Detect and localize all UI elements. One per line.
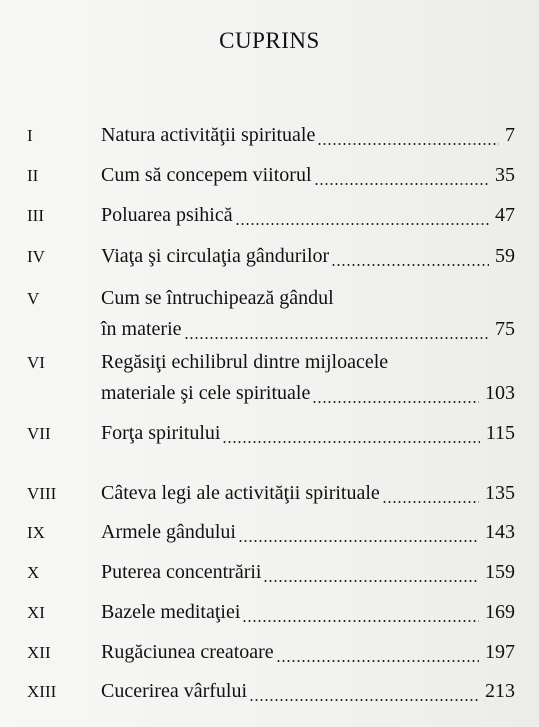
chapter-title-text: Câteva legi ale activităţii spirituale	[101, 482, 380, 504]
chapter-title-line	[101, 680, 515, 706]
dot-leader	[222, 441, 480, 443]
page-number: 159	[485, 561, 515, 583]
chapter-title-line	[101, 351, 515, 377]
page-number: 75	[495, 318, 515, 340]
chapter-number: IV	[27, 247, 45, 266]
page-number: 197	[485, 641, 515, 663]
chapter-number: XI	[27, 603, 45, 622]
chapter-title-text: Poluarea psihică	[101, 204, 233, 226]
chapter-number: VIII	[27, 484, 57, 503]
chapter-title-text: Natura activităţii spirituale	[101, 124, 316, 146]
dot-leader	[263, 580, 479, 582]
chapter-title-line	[101, 382, 515, 408]
chapter-title-line	[101, 124, 515, 150]
chapter-title-text: Bazele meditaţiei	[101, 601, 241, 623]
chapter-title-line	[101, 204, 515, 230]
chapter-title-text: Cum să concepem viitorul	[101, 164, 312, 186]
page-number: 169	[485, 601, 515, 623]
dot-leader	[314, 183, 489, 185]
chapter-title-line	[101, 601, 515, 627]
page-title: CUPRINS	[219, 28, 320, 53]
chapter-title-line	[101, 422, 515, 448]
page-number: 135	[485, 482, 515, 504]
page-number: 7	[505, 124, 515, 146]
chapter-title-line	[101, 245, 515, 271]
chapter-title-line	[101, 287, 515, 313]
page-number: 213	[485, 680, 515, 702]
chapter-title-text: în materie	[101, 318, 182, 340]
page-number: 115	[485, 422, 515, 444]
page-number: 103	[485, 382, 515, 404]
dot-leader	[317, 143, 499, 145]
dot-leader	[331, 264, 489, 266]
dot-leader	[312, 401, 479, 403]
chapter-title-text: materiale şi cele spirituale	[101, 382, 311, 404]
chapter-title-text: Forţa spiritului	[101, 422, 221, 444]
chapter-title-text: Armele gândului	[101, 521, 236, 543]
chapter-title-text: Cucerirea vârfului	[101, 680, 248, 702]
chapter-title-line	[101, 482, 515, 508]
chapter-title-line	[101, 641, 515, 667]
chapter-title-text: Viaţa şi circulaţia gândurilor	[101, 245, 330, 267]
chapter-number: V	[27, 289, 40, 308]
chapter-title-line	[101, 521, 515, 547]
chapter-number: IX	[27, 523, 45, 542]
page-number: 59	[495, 245, 515, 267]
page-number: 47	[495, 204, 515, 226]
chapter-title-text: Regăsiţi echilibrul dintre mijloacele	[101, 351, 389, 373]
chapter-title-text: Cum se întruchipează gândul	[101, 287, 334, 309]
chapter-title-line	[101, 318, 515, 344]
chapter-title-line	[101, 164, 515, 190]
dot-leader	[276, 660, 479, 662]
chapter-number: XII	[27, 643, 51, 662]
chapter-title-text: Rugăciunea creatoare	[101, 641, 274, 663]
dot-leader	[382, 501, 479, 503]
chapter-number: II	[27, 166, 39, 185]
chapter-number: VI	[27, 353, 45, 372]
chapter-number: VII	[27, 424, 51, 443]
chapter-number: XIII	[27, 682, 57, 701]
dot-leader	[235, 223, 489, 225]
dot-leader	[242, 620, 479, 622]
page-number: 143	[485, 521, 515, 543]
chapter-title-line	[101, 561, 515, 587]
page-number: 35	[495, 164, 515, 186]
chapter-title-text: Puterea concentrării	[101, 561, 262, 583]
dot-leader	[249, 699, 479, 701]
dot-leader	[184, 337, 489, 339]
chapter-number: I	[27, 126, 33, 145]
chapter-number: X	[27, 563, 40, 582]
chapter-number: III	[27, 206, 44, 225]
dot-leader	[238, 540, 479, 542]
